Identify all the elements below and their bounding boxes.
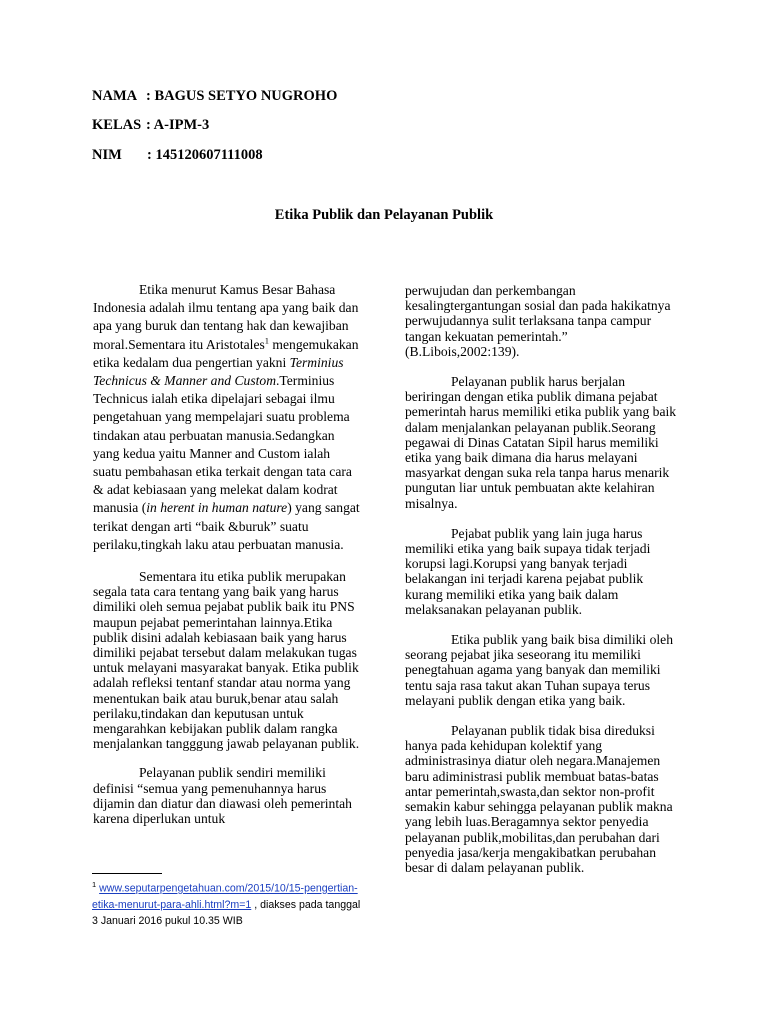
- footnote-link[interactable]: www.seputarpengetahuan.com/2015/10/15-pengertian-etika-menurut-para-ahli.html?m=1: [92, 882, 358, 911]
- text-segment: Etika menurut Kamus Besar Bahasa Indonesia adalah ilmu tentang apa yang baik dan apa yang buruk dan tentang hak dan kewajiban moral.Sementara itu Aristotales: [93, 282, 359, 352]
- left-paragraph-3: Pelayanan publik sendiri memiliki definisi “semua yang pemenuhannya harus dijamin dan diatur dan diawasi oleh pemerintah karena diperlukan untuk: [93, 765, 352, 827]
- name-value: : BAGUS SETYO NUGROHO: [146, 88, 338, 104]
- right-paragraph-2: Pelayanan publik harus berjalan beriringan dengan etika publik dimana pejabat pemerintah harus memiliki etika publik yang baik dalam menjalankan pelayanan publik.Seorang pegawai di Dinas Catatan Sipil harus memiliki etika yang baik dimana dia harus melayani masyarkat dengan suka rela tanpa harus menarik pungutan liar untuk pembuatan akte kelahiran misalnya.: [405, 374, 677, 511]
- italic-term: in herent in human nature: [146, 500, 288, 516]
- right-paragraph-3: Pejabat publik yang lain juga harus memiliki etika yang baik supaya tidak terjadi korupsi lagi.Korupsi yang banyak terjadi belakangan ini terjadi karena pejabat publik kurang memiliki etika yang baik dalam melaksanakan pelayanan publik.: [405, 525, 651, 617]
- text-segment: ) yang sangat terikat dengan arti “baik &buruk” suatu perilaku,tingkah laku atau perbuatan manusia.: [93, 500, 360, 552]
- footnote: [92, 877, 362, 929]
- right-paragraph-4: Etika publik yang baik bisa dimiliki oleh seorang pejabat jika seseorang itu memiliki penegtahuan agama yang banyak dan memiliki tentu saja rasa takut akan Tuhan supaya terus melayani publik dengan etika yang baik.: [405, 632, 674, 708]
- document-title: Etika Publik dan Pelayanan Publik: [274, 207, 494, 223]
- class-label: KELAS: [92, 117, 142, 133]
- nim-label: NIM: [92, 147, 122, 163]
- footnote-reference[interactable]: 1: [264, 335, 270, 346]
- right-column: [405, 283, 677, 875]
- footnote-text: , diakses pada tanggal 3 Januari 2016 pukul 10.35 WIB: [92, 898, 361, 927]
- name-row: [92, 88, 337, 105]
- right-paragraph-5: Pelayanan publik tidak bisa direduksi hanya pada kehidupan kolektif yang administrasinya diatur oleh negara.Manajemen baru adiministrasi publik membuat batas-batas antar pemerintah,swasta,dan sektor non-profit semakin kabur sehingga pelayanan publik makna yang lebih luas.Beragamnya sektor penyedia pelayanan publik,mobilitas,dan perubahan dari penyedia jasa/kerja mengakibatkan perubahan besar di dalam pelayanan publik.: [405, 723, 673, 875]
- class-value: : A-IPM-3: [146, 117, 210, 133]
- class-row: [92, 117, 209, 134]
- footnote-number: 1: [92, 880, 97, 889]
- left-paragraph-1: [93, 281, 361, 554]
- text-segment: .Terminius Technicus ialah etika dipelajari sebagai ilmu pengetahuan yang mempelajari suatu problema tindakan atau perbuatan manusia.Sedangkan yang kedua yaitu Manner and Custom ialah suatu pembahasan etika terkait dengan tata cara & adat kebiasaan yang melekat dalam kodrat manusia (: [93, 373, 352, 516]
- italic-term: Terminius Technicus & Manner and Custom: [93, 354, 344, 389]
- right-paragraph-1: perwujudan dan perkembangan kesalingtergantungan sosial dan pada hakikatnya perwujudannya sulit terlaksana tanpa campur tangan kekuatan pemerintah.” (B.Libois,2002:139).: [405, 283, 671, 359]
- nim-row: [92, 147, 263, 164]
- footnote-separator: [92, 873, 162, 874]
- text-segment: mengemukakan etika kedalam dua pengertian yakni: [93, 336, 359, 370]
- left-column: [93, 281, 361, 826]
- name-label: NAMA: [92, 88, 138, 104]
- nim-value: : 145120607111008: [147, 147, 263, 163]
- left-paragraph-2: Sementara itu etika publik merupakan segala tata cara tentang yang baik yang harus dimiliki oleh semua pejabat publik baik itu PNS maupun pejabat pemerintahan lainnya.Etika publik disini adalah kebiasaan baik yang harus dimiliki pejabat tersebut dalam melakukan tugas untuk melayani masyarakat banyak. Etika publik adalah refleksi tentanf standar atau norma yang menentukan baik atau buruk,benar atau salah perilaku,tindakan dan keputusan untuk mengarahkan kebijakan publik dalam rangka menjalankan tangggung jawab pelayanan publik.: [93, 569, 360, 752]
